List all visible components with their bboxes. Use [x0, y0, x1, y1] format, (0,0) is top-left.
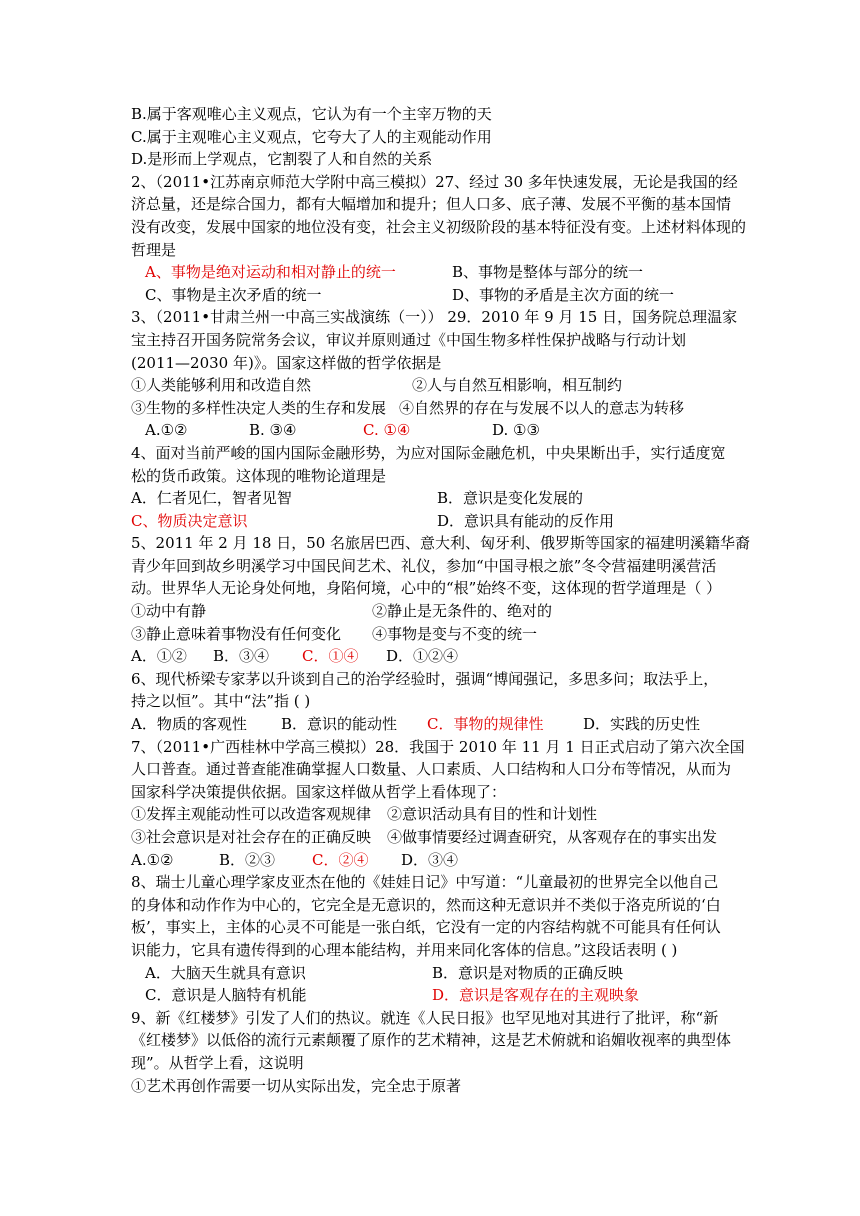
q3-statements-row-1 — [131, 374, 731, 397]
q9-statement-1: ①艺术再创作需要一切从实际出发，完全忠于原著 — [131, 1076, 462, 1095]
q7-option-d: D．③④ — [401, 850, 459, 869]
q3-stem-line: 3、（2011•甘肃兰州一中高三实战演练（一）） 29．2010 年 9 月 15 日，国务院总理温家 — [131, 308, 738, 327]
q7-options-row — [131, 849, 731, 872]
q8-option-c: C．意识是人脑特有机能 — [145, 986, 307, 1005]
q7-statements-row-2 — [131, 826, 731, 849]
q7-option-c-answer: C．②④ — [312, 850, 369, 869]
q8-stem-line: 板’，事实上，主体的心灵不可能是一张白纸，它没有一定的内容结构就不可能具有任何认 — [131, 918, 721, 937]
q5-stem-line: 青少年回到故乡明溪学习中国民间艺术、礼仪，参加“中国寻根之旅”冬令营福建明溪营活 — [131, 556, 717, 575]
q8-stem-line: 的身体和动作作为中心的，它完全是无意识的，然而这种无意识并不类似于洛克所说的‘白 — [131, 895, 721, 914]
q4-options-row-2 — [131, 510, 731, 533]
q3-option-a: A.①② — [145, 421, 188, 440]
q7-statement-2: ②意识活动具有目的性和计划性 — [387, 805, 598, 824]
q3-option-d: D. ①③ — [492, 421, 540, 440]
q8-option-b: B．意识是对物质的正确反映 — [432, 963, 624, 982]
q8-option-d-answer: D．意识是客观存在的主观映象 — [432, 986, 640, 1005]
q3-statement-4: ④自然界的存在与发展不以人的意志为转移 — [399, 398, 685, 417]
q6-stem-line: 6、现代桥梁专家茅以升谈到自己的治学经验时，强调“博闻强记，多思多问；取法乎上， — [131, 669, 719, 688]
q5-stem-line: 5、2011 年 2 月 18 日，50 名旅居巴西、意大利、匈牙利、俄罗斯等国家的福建明溪籍华裔 — [131, 534, 751, 553]
q8-option-a: A．大脑天生就具有意识 — [145, 963, 306, 982]
q5-statement-3: ③静止意味着事物没有任何变化 — [131, 624, 342, 643]
q2-option-b: B、事物是整体与部分的统一 — [452, 263, 644, 282]
q2-stem-line: 哲理是 — [131, 240, 177, 259]
q8-options-row-1 — [131, 962, 731, 985]
q7-option-a: A.①② — [131, 850, 174, 869]
q9-stem-line: 现”。从哲学上看，这说明 — [131, 1053, 304, 1072]
q3-statement-1: ①人类能够利用和改造自然 — [131, 376, 312, 395]
q5-option-a: A．①② — [131, 647, 187, 666]
q2-stem-line: 没有改变，发展中国家的地位没有变，社会主义初级阶段的基本特征没有变。上述材料体现的 — [131, 217, 747, 236]
q7-statement-4: ④做事情要经过调查研究，从客观存在的事实出发 — [387, 828, 718, 846]
q4-option-a: A．仁者见仁，智者见智 — [131, 489, 292, 508]
q7-statements-row-1 — [131, 803, 731, 826]
q3-option-c-answer: C. ①④ — [363, 421, 411, 440]
q4-option-b: B．意识是变化发展的 — [437, 489, 584, 508]
prev-option-c: C.属于主观唯心主义观点，它夸大了人的主观能动作用 — [131, 127, 492, 146]
q2-options-row-1 — [131, 261, 731, 284]
q5-options-row — [131, 645, 731, 668]
q3-statements-row-2 — [131, 397, 731, 420]
q6-options-row — [131, 713, 731, 736]
q7-statement-1: ①发挥主观能动性可以改造客观规律 — [131, 805, 372, 824]
q4-options-row-1 — [131, 487, 731, 510]
q6-option-a: A．物质的客观性 — [131, 715, 247, 734]
q3-stem-line: (2011—2030 年)》。国家这样做的哲学依据是 — [131, 353, 442, 372]
q5-statement-4: ④事物是变与不变的统一 — [372, 624, 538, 643]
q4-option-c-answer: C、物质决定意识 — [131, 511, 248, 530]
q5-option-b: B．③④ — [213, 647, 270, 666]
q2-options-row-2 — [131, 284, 731, 307]
q8-options-row-2 — [131, 984, 731, 1007]
q5-statement-1: ①动中有静 — [131, 602, 207, 621]
q6-stem-line: 持之以恒”。其中“法”指 ( ) — [131, 692, 311, 711]
q7-stem-line: 7、（2011•广西桂林中学高三模拟）28．我国于 2010 年 11 月 1 日正式启动了第六次全国 — [131, 737, 745, 756]
q2-stem-line: 2、（2011•江苏南京师范大学附中高三模拟）27、经过 30 多年快速发展，无论是我国的经 — [131, 172, 738, 191]
q9-stem-line: 《红楼梦》以低俗的流行元素颠覆了原作的艺术精神，这是艺术俯就和谄媚收视率的典型体 — [131, 1031, 732, 1050]
prev-option-b: B.属于客观唯心主义观点，它认为有一个主宰万物的天 — [131, 105, 492, 123]
q6-option-d: D．实践的历史性 — [583, 715, 701, 734]
q9-stem-line: 9、新《红楼梦》引发了人们的热议。就连《人民日报》也罕见地对其进行了批评，称“新 — [131, 1008, 719, 1027]
q7-stem-line: 国家科学决策提供依据。国家这样做从哲学上看体现了： — [131, 782, 507, 801]
q5-option-d: D．①②④ — [386, 647, 459, 666]
q6-option-c-answer: C．事物的规律性 — [427, 715, 544, 734]
q8-stem-line: 8、瑞士儿童心理学家皮亚杰在他的《娃娃日记》中写道：“儿童最初的世界完全以他自己 — [131, 873, 719, 892]
q4-option-d: D．意识具有能动的反作用 — [437, 511, 615, 530]
q7-option-b: B．②③ — [219, 850, 276, 869]
q3-statement-3: ③生物的多样性决定人类的生存和发展 — [131, 398, 387, 417]
q6-option-b: B．意识的能动性 — [281, 715, 398, 734]
q2-option-d: D、事物的矛盾是主次方面的统一 — [452, 285, 675, 304]
q5-statements-row-2 — [131, 623, 731, 646]
q4-stem-line: 松的货币政策。这体现的唯物论道理是 — [131, 466, 387, 485]
q2-stem-line: 济总量，还是综合国力，都有大幅增加和提升；但人口多、底子薄、发展不平衡的基本国情 — [131, 195, 732, 214]
q3-statement-2: ②人与自然互相影响，相互制约 — [412, 376, 623, 395]
q2-option-a-answer: A、事物是绝对运动和相对静止的统一 — [145, 263, 396, 282]
q3-stem-line: 宝主持召开国务院常务会议，审议并原则通过《中国生物多样性保护战略与行动计划 — [131, 330, 687, 349]
q5-statement-2: ②静止是无条件的、绝对的 — [372, 602, 553, 621]
q3-options-row — [131, 419, 731, 442]
q5-option-c-answer: C．①④ — [302, 647, 359, 666]
question-list — [131, 103, 751, 1097]
q4-stem-line: 4、面对当前严峻的国内国际金融形势，为应对国际金融危机，中央果断出手，实行适度宽 — [131, 443, 726, 462]
q5-stem-line: 动。世界华人无论身处何地，身陷何境，心中的“根”始终不变，这体现的哲学道理是（ ） — [131, 579, 722, 598]
q7-stem-line: 人口普查。通过普查能准确掌握人口数量、人口素质、人口结构和人口分布等情况，从而为 — [131, 760, 732, 779]
q7-statement-3: ③社会意识是对社会存在的正确反映 — [131, 828, 372, 846]
q2-option-c: C、事物是主次矛盾的统一 — [145, 285, 322, 304]
q3-option-b: B. ③④ — [249, 421, 297, 440]
prev-option-d: D.是形而上学观点，它割裂了人和自然的关系 — [131, 150, 433, 169]
q5-statements-row-1 — [131, 600, 731, 623]
q8-stem-line: 识能力，它具有遗传得到的心理本能结构，并用来同化客体的信息。”这段话表明 ( ) — [131, 940, 678, 959]
